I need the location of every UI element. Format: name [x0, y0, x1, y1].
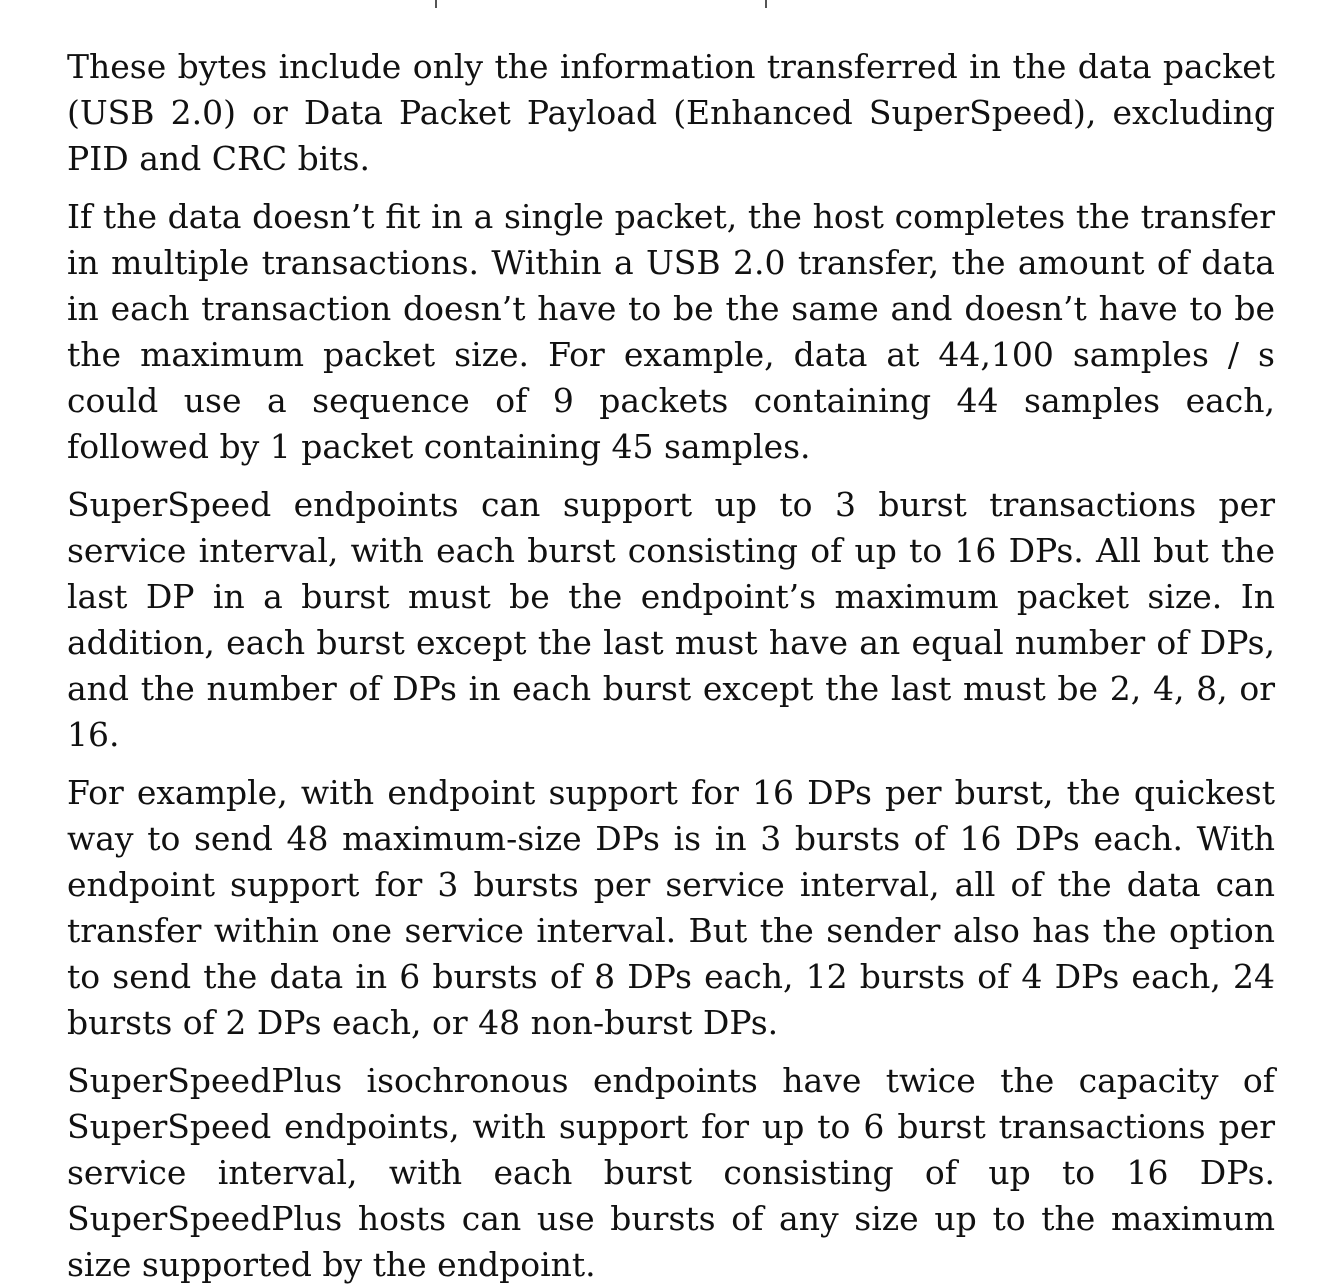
paragraph-burst-example: For example, with endpoint support for 16 DPs per burst, the quickest way to send 48 maximum-size DPs is in 3 bursts of 16 DPs each. With endpoint support for 3 bursts per service interval, all of the data can transfer within one service interval. But the sender also has the option to send the data in 6 bursts of 8 DPs each, 12 bursts of 4 DPs each, 24 bursts of 2 DPs each, or 48 non-burst DPs.: [67, 773, 1275, 1042]
paragraph-superspeedplus: SuperSpeedPlus isochronous endpoints have twice the capacity of SuperSpeed endpoints, with support for up to 6 burst transactions per service interval, with each burst consisting of up to 16 DPs. SuperSpeedPlus hosts can use bursts of any size up to the maximum size supported by the endpoint.: [67, 1061, 1275, 1284]
crop-mark-left: [435, 0, 437, 8]
crop-mark-right: [765, 0, 767, 8]
paragraph-payload-bytes: These bytes include only the information transferred in the data packet (USB 2.0) or Data Packet Payload (Enhanced SuperSpeed), excluding PID and CRC bits.: [67, 47, 1275, 178]
document-body: [67, 44, 1275, 1288]
paragraph-superspeed-bursts: SuperSpeed endpoints can support up to 3 burst transactions per service interval, with each burst consisting of up to 16 DPs. All but the last DP in a burst must be the endpoint’s maximum packet size. In addition, each burst except the last must have an equal number of DPs, and the number of DPs in each burst except the last must be 2, 4, 8, or 16.: [67, 485, 1275, 754]
paragraph-multiple-transactions: If the data doesn’t fit in a single packet, the host completes the transfer in multiple transactions. Within a USB 2.0 transfer, the amount of data in each transaction doesn’t have to be the same and doesn’t have to be the maximum packet size. For example, data at 44,100 samples / s could use a sequence of 9 packets containing 44 samples each, followed by 1 packet containing 45 samples.: [67, 197, 1275, 466]
